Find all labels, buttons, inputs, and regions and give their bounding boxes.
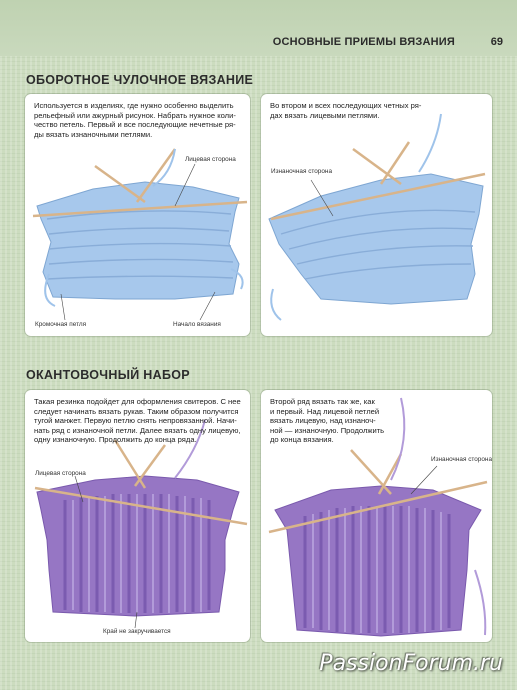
text-line: следует начинать вязать рукав. Таким образом получится <box>34 406 239 416</box>
section-title-edging-cast-on: ОКАНТОВОЧНЫЙ НАБОР <box>26 368 190 382</box>
callout-edge-stitch: Кромочная петля <box>35 321 87 328</box>
text-line: Во втором и всех последующих четных ря- <box>270 101 422 110</box>
panel-text <box>34 397 241 445</box>
text-line: Второй ряд вязать так же, как <box>270 397 375 406</box>
callout-wrong-side: Изнаночная сторона <box>271 168 332 175</box>
callout-start-of-knitting: Начало вязания <box>173 321 221 328</box>
text-line: нать ряд с изнаночной петли. Далее вязать одну лицевую, <box>34 425 241 435</box>
panel-reverse-stockinette-step1 <box>25 94 250 336</box>
text-line: до конца вязания. <box>270 435 334 445</box>
callout-right-side: Лицевая сторона <box>35 470 86 477</box>
text-line: рельефный или ажурный рисунок. Набрать нужное коли- <box>34 110 236 120</box>
text-line: Используется в изделиях, где нужно особенно выделить <box>34 101 234 110</box>
text-line: вязать лицевую, над изнаноч- <box>270 416 376 426</box>
panel-text <box>34 101 236 139</box>
text-line: Такая резинка подойдет для оформления свитеров. С нее <box>34 397 241 406</box>
site-watermark: PassionForum.ru <box>319 651 503 676</box>
page-number: 69 <box>490 36 503 48</box>
text-line: ды вязать изнаночными петлями. <box>34 129 153 139</box>
knitting-swatch-blue-purl-illustration <box>261 94 492 336</box>
text-line: ной — изнаночную. Продолжить <box>270 425 385 435</box>
callout-right-side: Лицевая сторона <box>185 156 236 163</box>
text-line: и первый. Над лицевой петлей <box>270 406 380 416</box>
callout-edge-not-curling: Край не закручивается <box>103 628 171 635</box>
callout-wrong-side: Изнаночная сторона <box>431 456 492 463</box>
section-title-reverse-stockinette: ОБОРОТНОЕ ЧУЛОЧНОЕ ВЯЗАНИЕ <box>26 73 254 87</box>
panel-text <box>270 397 384 445</box>
text-line: дах вязать лицевыми петлями. <box>270 110 380 120</box>
text-line: тугой манжет. Первую петлю снять непровязанной. Начи- <box>34 416 237 426</box>
panel-edging-cast-on-step1 <box>25 390 250 642</box>
panel-reverse-stockinette-step2 <box>261 94 492 336</box>
page-header-title: ОСНОВНЫЕ ПРИЕМЫ ВЯЗАНИЯ <box>272 36 455 48</box>
text-line: одну изнаночную. Продолжить до конца ряда. <box>34 435 197 445</box>
text-line: чество петель. Первый и все последующие нечетные ря- <box>34 120 236 130</box>
panel-text <box>270 101 421 120</box>
panel-edging-cast-on-step2 <box>261 390 492 642</box>
